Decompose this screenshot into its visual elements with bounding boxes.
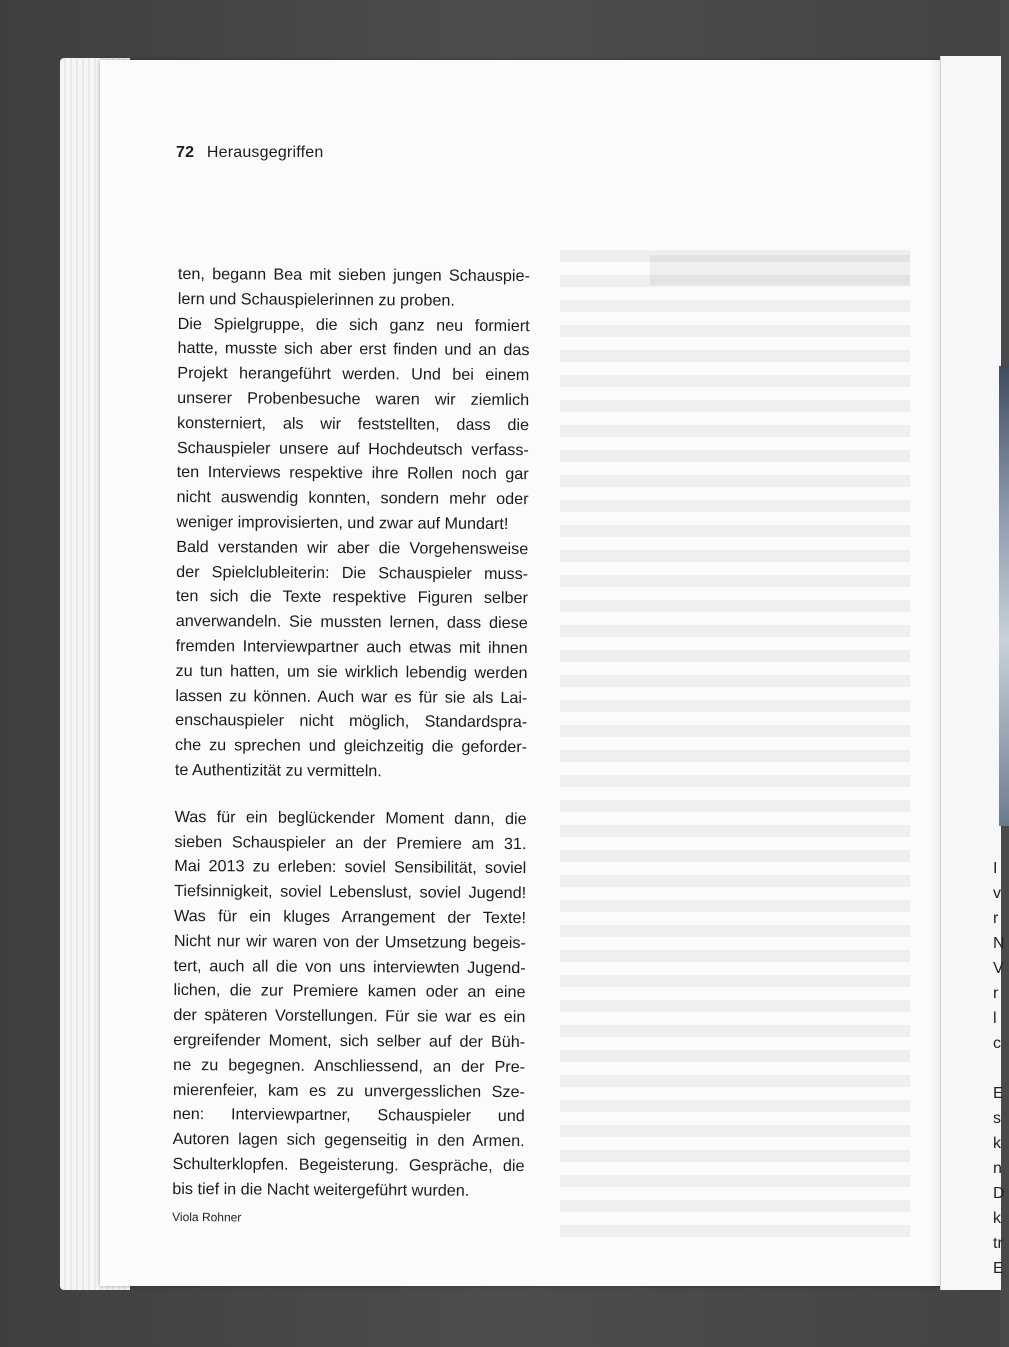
text-line: Bald verstanden wir aber die Vorgehensweise: [176, 537, 529, 558]
text-line: fremden Interviewpartner auch etwas mit ihnen: [175, 636, 528, 658]
text-line: lichen, die zur Premiere kamen oder an eine: [173, 981, 526, 1002]
text-line: Was für ein kluges Arrangement der Texte!: [173, 906, 527, 928]
author-name: Viola Rohner: [172, 1210, 242, 1225]
show-through-text: [560, 250, 910, 1250]
text-line: Autoren lagen sich gegenseitig in den Armen.: [172, 1130, 525, 1151]
show-through-heading: [650, 255, 910, 285]
facing-page-photo: [999, 366, 1009, 826]
paragraph-1: [175, 262, 530, 785]
text-line: ten Interviews respektive ihre Rollen noch gar: [176, 463, 529, 484]
text-line: tert, auch all die von uns interviewten Jugend-: [173, 956, 526, 977]
text-line: ne zu begegnen. Anschliessend, an der Pre-: [173, 1055, 526, 1076]
text-line: Nicht nur wir waren von der Umsetzung begeis-: [173, 931, 526, 952]
text-line: weniger improvisierten, und zwar auf Mundart!: [176, 512, 509, 533]
text-line: mierenfeier, kam es zu unvergesslichen Sze-: [172, 1080, 525, 1101]
text-line: Was für ein beglückender Moment dann, die: [174, 807, 527, 828]
running-head: [176, 144, 323, 162]
text-line: Projekt herangeführt werden. Und bei einem: [177, 364, 530, 385]
text-line: ten sich die Texte respektive Figuren selber: [175, 587, 529, 608]
section-title: Herausgegriffen: [206, 144, 324, 161]
text-line: der späteren Vorstellungen. Für sie war es ein: [173, 1006, 526, 1027]
text-line: Mai 2013 zu erleben: soviel Sensibilität, soviel: [174, 857, 527, 878]
text-line: hatte, musste sich aber erst finden und an das: [177, 339, 530, 360]
text-line: unserer Probenbesuche waren wir ziemlich: [177, 388, 530, 410]
text-line: Tiefsinnigkeit, soviel Lebenslust, soviel Jugend!: [174, 882, 527, 903]
text-line: der Spielclubleiterin: Die Schauspieler muss-: [176, 562, 529, 583]
text-line: nen: Interviewpartner, Schauspieler und: [172, 1105, 525, 1126]
text-line: che zu sprechen und gleichzeitig die geforder-: [174, 736, 528, 757]
facing-page-edge: [940, 56, 1005, 1290]
text-line: sieben Schauspieler an der Premiere am 31.: [174, 832, 527, 853]
text-line: zu tun hatten, um sie wirklich lebendig werden: [175, 661, 528, 682]
text-line: enschauspieler nicht möglich, Standardspra-: [175, 711, 528, 732]
text-line: lassen zu können. Auch war es für sie als Lai-: [175, 686, 528, 707]
body-text: [172, 262, 530, 1232]
text-line: Die Spielgruppe, die sich ganz neu formiert: [177, 314, 530, 335]
text-line: nicht auswendig konnten, sondern mehr oder: [176, 488, 529, 509]
paragraph-2: [172, 805, 526, 1204]
text-line: Schauspieler unsere auf Hochdeutsch verfass-: [176, 438, 529, 459]
facing-page-letters-bottom: E s k n D k tr E: [993, 1085, 1005, 1277]
text-line: ten, begann Bea mit sieben jungen Schauspie-: [177, 264, 530, 286]
text-line: bis tief in die Nacht weitergeführt wurden.: [172, 1179, 470, 1200]
text-line: ergreifender Moment, sich selber auf der Büh-: [173, 1030, 526, 1052]
text-line: konsterniert, als wir feststellten, dass die: [176, 413, 530, 434]
facing-page-letters-top: I v r N V r l c: [993, 860, 1005, 1052]
page-number: 72: [176, 144, 195, 161]
text-line: Schulterklopfen. Begeisterung. Gespräche, die: [172, 1154, 525, 1176]
text-line: anverwandeln. Sie mussten lernen, dass diese: [175, 612, 528, 633]
text-line: te Authentizität zu vermitteln.: [174, 760, 382, 781]
text-line: lern und Schauspielerinnen zu proben.: [177, 289, 456, 310]
